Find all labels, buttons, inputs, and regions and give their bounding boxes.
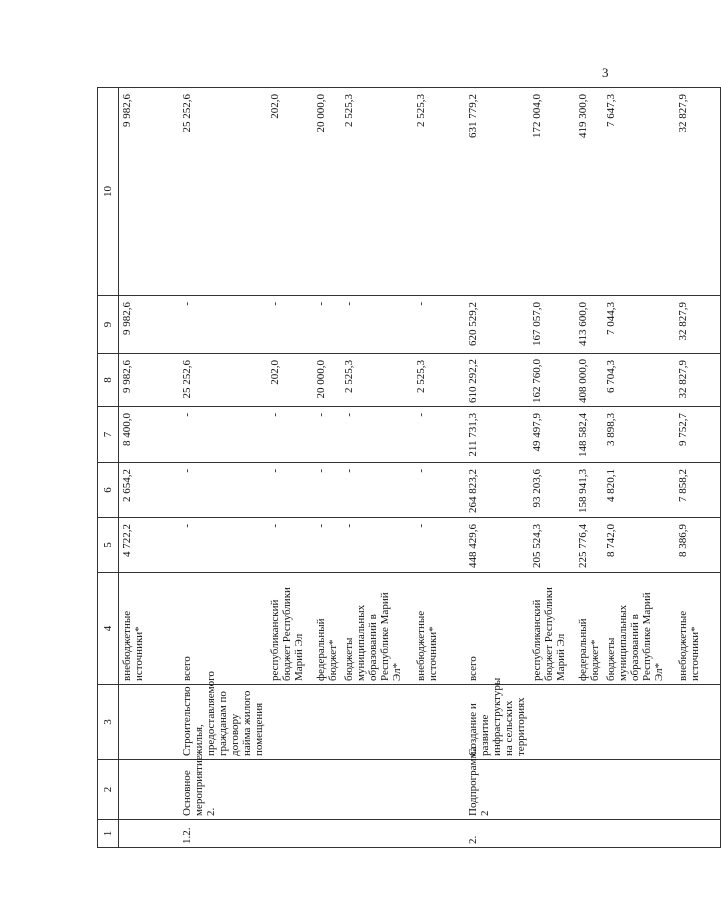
funding-source-cell: внебюджетные источники* <box>675 573 721 685</box>
value-cell-col-9: 413 600,0 <box>575 296 603 354</box>
value-cell-col-7: 49 497,9 <box>529 407 575 463</box>
table-row <box>413 88 465 848</box>
value-cell-col-6: 2 654,2 <box>119 463 179 518</box>
value-cell-col-6: 7 858,2 <box>675 463 721 518</box>
column-header-5: 5 <box>98 518 119 573</box>
funding-source-cell: внебюджетные источники* <box>413 573 465 685</box>
value-cell-col-5: 225 776,4 <box>575 518 603 573</box>
description-cell <box>675 685 721 760</box>
description-cell: Создание и развитие инфраструктуры на сельских территориях <box>465 685 529 760</box>
description-cell <box>313 685 341 760</box>
value-cell-col-7: - <box>313 407 341 463</box>
table-row <box>465 88 529 848</box>
description-cell <box>413 685 465 760</box>
program-name-cell <box>341 760 413 820</box>
value-cell-col-9: - <box>267 296 313 354</box>
value-cell-col-10: 202,0 <box>267 88 313 296</box>
value-cell-col-10: 20 000,0 <box>313 88 341 296</box>
value-cell-col-7: - <box>341 407 413 463</box>
description-cell <box>529 685 575 760</box>
value-cell-col-8: 9 982,6 <box>119 354 179 407</box>
column-header-2: 2 <box>98 760 119 820</box>
value-cell-col-7: - <box>179 407 267 463</box>
row-number-cell <box>575 820 603 848</box>
table-row <box>341 88 413 848</box>
page-number: 3 <box>602 65 609 80</box>
description-cell <box>575 685 603 760</box>
column-header-8: 8 <box>98 354 119 407</box>
funding-source-cell: республиканский бюджет Республики Марий Эл <box>267 573 313 685</box>
column-header-1: 1 <box>98 820 119 848</box>
program-name-cell: Основное мероприятие 2. <box>179 760 267 820</box>
value-cell-col-7: 148 582,4 <box>575 407 603 463</box>
value-cell-col-10: 172 004,0 <box>529 88 575 296</box>
program-name-cell <box>267 760 313 820</box>
value-cell-col-7: - <box>413 407 465 463</box>
budget-table <box>97 87 721 848</box>
table-body <box>119 88 721 848</box>
value-cell-col-7: 9 752,7 <box>675 407 721 463</box>
program-name-cell: Подпрограмма 2 <box>465 760 529 820</box>
value-cell-col-10: 32 827,9 <box>675 88 721 296</box>
value-cell-col-9: - <box>179 296 267 354</box>
value-cell-col-8: 2 525,3 <box>341 354 413 407</box>
table-row <box>179 88 267 848</box>
value-cell-col-7: 3 898,3 <box>603 407 675 463</box>
value-cell-col-6: 264 823,2 <box>465 463 529 518</box>
value-cell-col-8: 32 827,9 <box>675 354 721 407</box>
value-cell-col-9: 9 982,6 <box>119 296 179 354</box>
value-cell-col-8: 610 292,2 <box>465 354 529 407</box>
value-cell-col-10: 9 982,6 <box>119 88 179 296</box>
table-row <box>119 88 179 848</box>
column-header-4: 4 <box>98 573 119 685</box>
row-number-cell <box>603 820 675 848</box>
value-cell-col-8: 25 252,6 <box>179 354 267 407</box>
column-header-9: 9 <box>98 296 119 354</box>
table-row <box>529 88 575 848</box>
value-cell-col-5: - <box>267 518 313 573</box>
program-name-cell <box>575 760 603 820</box>
value-cell-col-6: - <box>341 463 413 518</box>
value-cell-col-5: - <box>313 518 341 573</box>
funding-source-cell: внебюджетные источники* <box>119 573 179 685</box>
program-name-cell <box>313 760 341 820</box>
value-cell-col-5: - <box>341 518 413 573</box>
program-name-cell <box>603 760 675 820</box>
column-header-7: 7 <box>98 407 119 463</box>
value-cell-col-10: 631 779,2 <box>465 88 529 296</box>
header-row <box>98 88 119 848</box>
funding-source-cell: всего <box>465 573 529 685</box>
value-cell-col-8: 162 760,0 <box>529 354 575 407</box>
value-cell-col-8: 6 704,3 <box>603 354 675 407</box>
table-row <box>603 88 675 848</box>
program-name-cell <box>675 760 721 820</box>
value-cell-col-10: 2 525,3 <box>341 88 413 296</box>
value-cell-col-8: 408 000,0 <box>575 354 603 407</box>
value-cell-col-10: 7 647,3 <box>603 88 675 296</box>
funding-source-cell: бюджеты муниципальных образований в Республике Марий Эл* <box>603 573 675 685</box>
column-header-6: 6 <box>98 463 119 518</box>
value-cell-col-9: - <box>313 296 341 354</box>
value-cell-col-9: 167 057,0 <box>529 296 575 354</box>
table-header <box>98 88 119 848</box>
funding-source-cell: бюджеты муниципальных образований в Республике Марий Эл* <box>341 573 413 685</box>
value-cell-col-5: - <box>413 518 465 573</box>
program-name-cell <box>119 760 179 820</box>
funding-source-cell: федеральный бюджет* <box>313 573 341 685</box>
value-cell-col-6: - <box>179 463 267 518</box>
value-cell-col-7: 211 731,3 <box>465 407 529 463</box>
row-number-cell <box>529 820 575 848</box>
table-row <box>575 88 603 848</box>
value-cell-col-8: 202,0 <box>267 354 313 407</box>
value-cell-col-9: - <box>413 296 465 354</box>
value-cell-col-5: 205 524,3 <box>529 518 575 573</box>
value-cell-col-9: 7 044,3 <box>603 296 675 354</box>
value-cell-col-6: - <box>267 463 313 518</box>
row-number-cell: 2. <box>465 820 529 848</box>
value-cell-col-5: 448 429,6 <box>465 518 529 573</box>
column-header-3: 3 <box>98 685 119 760</box>
row-number-cell <box>341 820 413 848</box>
value-cell-col-9: 32 827,9 <box>675 296 721 354</box>
value-cell-col-5: 8 742,0 <box>603 518 675 573</box>
value-cell-col-5: 4 722,2 <box>119 518 179 573</box>
value-cell-col-10: 419 300,0 <box>575 88 603 296</box>
value-cell-col-8: 20 000,0 <box>313 354 341 407</box>
rotated-table-container <box>97 88 701 848</box>
value-cell-col-6: 93 203,6 <box>529 463 575 518</box>
table-row <box>313 88 341 848</box>
value-cell-col-6: - <box>413 463 465 518</box>
program-name-cell <box>529 760 575 820</box>
value-cell-col-10: 2 525,3 <box>413 88 465 296</box>
value-cell-col-7: 8 400,0 <box>119 407 179 463</box>
funding-source-cell: федеральный бюджет* <box>575 573 603 685</box>
table-row <box>675 88 721 848</box>
value-cell-col-9: - <box>341 296 413 354</box>
value-cell-col-6: 4 820,1 <box>603 463 675 518</box>
program-name-cell <box>413 760 465 820</box>
column-header-10: 10 <box>98 88 119 296</box>
row-number-cell: 1.2. <box>179 820 267 848</box>
row-number-cell <box>119 820 179 848</box>
funding-source-cell: республиканский бюджет Республики Марий Эл <box>529 573 575 685</box>
value-cell-col-6: - <box>313 463 341 518</box>
value-cell-col-6: 158 941,3 <box>575 463 603 518</box>
value-cell-col-7: - <box>267 407 313 463</box>
row-number-cell <box>675 820 721 848</box>
row-number-cell <box>413 820 465 848</box>
description-cell <box>603 685 675 760</box>
funding-source-cell: всего <box>179 573 267 685</box>
description-cell <box>119 685 179 760</box>
description-cell: Строительство жилья, предоставляемого гражданам по договору найма жилого помещения <box>179 685 267 760</box>
value-cell-col-5: - <box>179 518 267 573</box>
row-number-cell <box>313 820 341 848</box>
value-cell-col-9: 620 529,2 <box>465 296 529 354</box>
value-cell-col-8: 2 525,3 <box>413 354 465 407</box>
row-number-cell <box>267 820 313 848</box>
description-cell <box>341 685 413 760</box>
table-row <box>267 88 313 848</box>
value-cell-col-5: 8 386,9 <box>675 518 721 573</box>
description-cell <box>267 685 313 760</box>
value-cell-col-10: 25 252,6 <box>179 88 267 296</box>
